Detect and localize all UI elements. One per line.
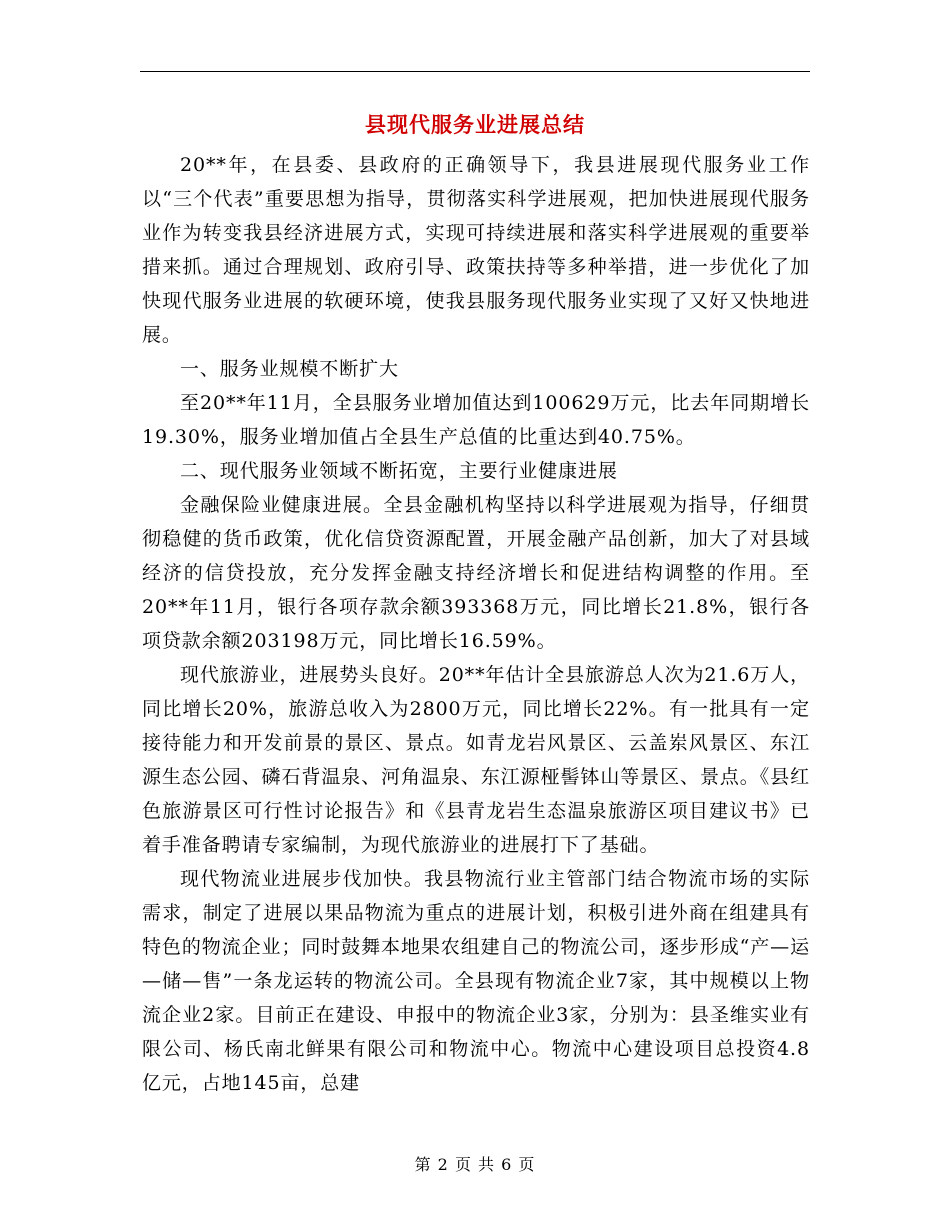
header-rule xyxy=(140,71,810,72)
document-title: 县现代服务业进展总结 xyxy=(365,112,585,137)
section-heading-1: 一、服务业规模不断扩大 xyxy=(180,358,399,380)
paragraph-scale: 至20**年11月，全县服务业增加值达到100629万元，比去年同期增长19.30%，服务业增加值占全县生产总值的比重达到40.75%。 xyxy=(142,392,810,448)
paragraph-finance: 金融保险业健康进展。全县金融机构坚持以科学进展观为指导，仔细贯彻稳健的货币政策，优化信贷资源配置，开展金融产品创新，加大了对县域经济的信贷投放，充分发挥金融支持经济增长和促进结构调整的作用。至20**年11月，银行各项存款余额393368万元，同比增长21.8%，银行各项贷款余额203198万元，同比增长16.59%。 xyxy=(142,494,810,652)
page-number: 第 2 页 共 6 页 xyxy=(414,1155,536,1174)
paragraph-intro: 20**年，在县委、县政府的正确领导下，我县进展现代服务业工作以“三个代表”重要思想为指导，贯彻落实科学进展观，把加快进展现代服务业作为转变我县经济进展方式，实现可持续进展和落实科学进展观的重要举措来抓。通过合理规划、政府引导、政策扶持等多种举措，进一步优化了加快现代服务业进展的软硬环境，使我县服务现代服务业实现了又好又快地进展。 xyxy=(142,154,810,346)
paragraph-tourism: 现代旅游业，进展势头良好。20**年估计全县旅游总人次为21.6万人，同比增长20%，旅游总收入为2800万元，同比增长22%。有一批具有一定接待能力和开发前景的景区、景点。如青龙岩风景区、云盖岽风景区、东江源生态公园、磷石背温泉、河角温泉、东江源桠髻钵山等景区、景点。《县红色旅游景区可行性讨论报告》和《县青龙岩生态温泉旅游区项目建议书》已着手准备聘请专家编制，为现代旅游业的进展打下了基础。 xyxy=(142,664,810,856)
document-body xyxy=(142,148,810,1100)
section-heading-2: 二、现代服务业领域不断拓宽，主要行业健康进展 xyxy=(180,460,618,482)
paragraph-logistics: 现代物流业进展步伐加快。我县物流行业主管部门结合物流市场的实际需求，制定了进展以果品物流为重点的进展计划，积极引进外商在组建具有特色的物流企业；同时鼓舞本地果农组建自己的物流公司，逐步形成“产—运—储—售”一条龙运转的物流公司。全县现有物流企业7家，其中规模以上物流企业2家。目前正在建设、申报中的物流企业3家，分别为：县圣维实业有限公司、杨氏南北鲜果有限公司和物流中心。物流中心建设项目总投资4.8亿元，占地145亩，总建 xyxy=(142,868,810,1094)
